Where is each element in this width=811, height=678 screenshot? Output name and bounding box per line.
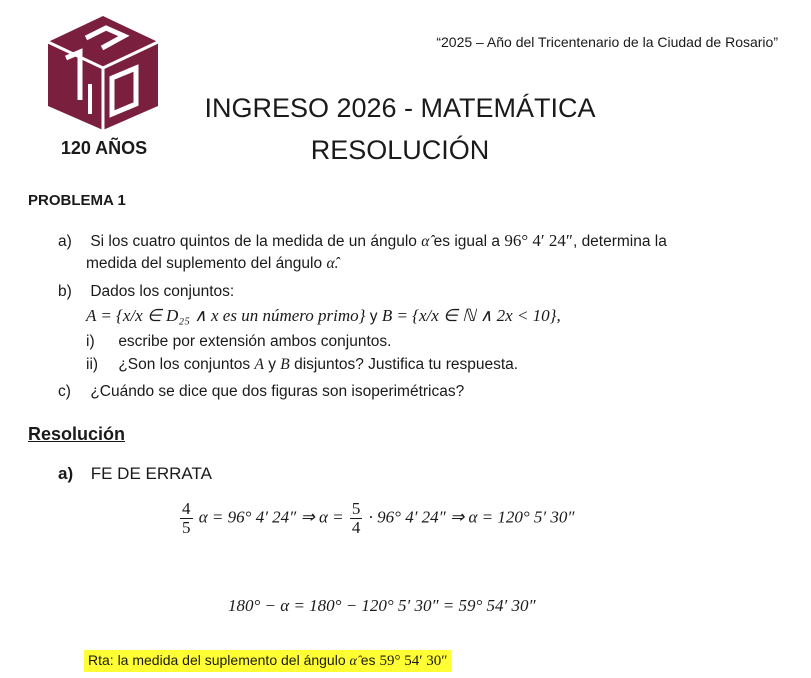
answer-value: 59° 54′ 30″ (379, 653, 448, 669)
item-text: es igual a (433, 233, 501, 250)
item-text: , determina la (572, 233, 667, 250)
page-subtitle: RESOLUCIÓN (310, 135, 490, 165)
alpha-symbol: α̂ (349, 654, 357, 669)
fraction: $\frac{4}{5}$ (182, 499, 191, 537)
answer-highlight (84, 650, 451, 672)
item-label: i) (86, 333, 95, 350)
school-logo (46, 14, 160, 132)
equation-part: α = 96° 4′ 24″ ⇒ α = (198, 507, 344, 527)
answer-text: es (360, 652, 376, 668)
equation-2: 180° − α = 180° − 120° 5′ 30″ = 59° 54′ 30″ (228, 596, 536, 615)
cube-logo-icon (46, 14, 160, 132)
problem-heading: PROBLEMA 1 (28, 192, 126, 209)
item-label: c) (58, 383, 71, 400)
page-title: INGRESO 2026 - MATEMÁTICA (204, 93, 596, 123)
item-label: b) (58, 283, 72, 300)
problem-item-b (58, 281, 234, 303)
equation-part: · 96° 4′ 24″ ⇒ α = 120° 5′ 30″ (368, 507, 575, 527)
resolution-heading: Resolución (28, 424, 126, 444)
sets-definition (86, 305, 561, 328)
item-text: ¿Son los conjuntos (118, 356, 251, 373)
fraction: $\frac{5}{4}$ (351, 499, 361, 537)
problem-item-c (58, 381, 464, 403)
set-a: A = {x/x ∈ D₂₅ ∧ x es un número primo} (86, 306, 366, 325)
item-text: escribe por extensión ambos conjuntos. (118, 333, 392, 350)
item-label: a) (58, 464, 74, 483)
equation-1 (178, 500, 574, 537)
item-text: Dados los conjuntos: (90, 283, 235, 300)
angle-value: 96° 4′ 24″ (504, 231, 573, 250)
item-text: disjuntos? Justifica tu respuesta. (294, 356, 519, 373)
alpha-symbol: α̂. (326, 255, 339, 272)
set-b: B = {x/x ∈ ℕ ∧ 2x < 10}, (381, 306, 561, 325)
set-name: B (280, 356, 290, 373)
errata-title: FE DE ERRATA (90, 464, 212, 483)
item-label: ii) (86, 356, 99, 373)
motto: “2025 – Año del Tricentenario de la Ciudad de Rosario” (436, 34, 778, 50)
problem-item-a-line2 (86, 253, 338, 275)
logo-caption: 120 AÑOS (60, 138, 148, 158)
item-text: ¿Cuándo se dice que dos figuras son isoperimétricas? (90, 383, 465, 400)
problem-item-a (58, 230, 778, 253)
resolution-item-a (58, 464, 212, 484)
item-text: Si los cuatro quintos de la medida de un ángulo (90, 233, 417, 250)
item-text: y (369, 308, 378, 325)
problem-item-b-i (86, 331, 391, 353)
alpha-symbol: α̂ (421, 233, 430, 250)
item-label: a) (58, 233, 72, 250)
item-text: y (268, 356, 276, 373)
set-name: A (254, 356, 264, 373)
answer-text: Rta: la medida del suplemento del ángulo (88, 652, 346, 668)
problem-item-b-ii (86, 354, 518, 376)
item-text: medida del suplemento del ángulo (86, 255, 323, 272)
